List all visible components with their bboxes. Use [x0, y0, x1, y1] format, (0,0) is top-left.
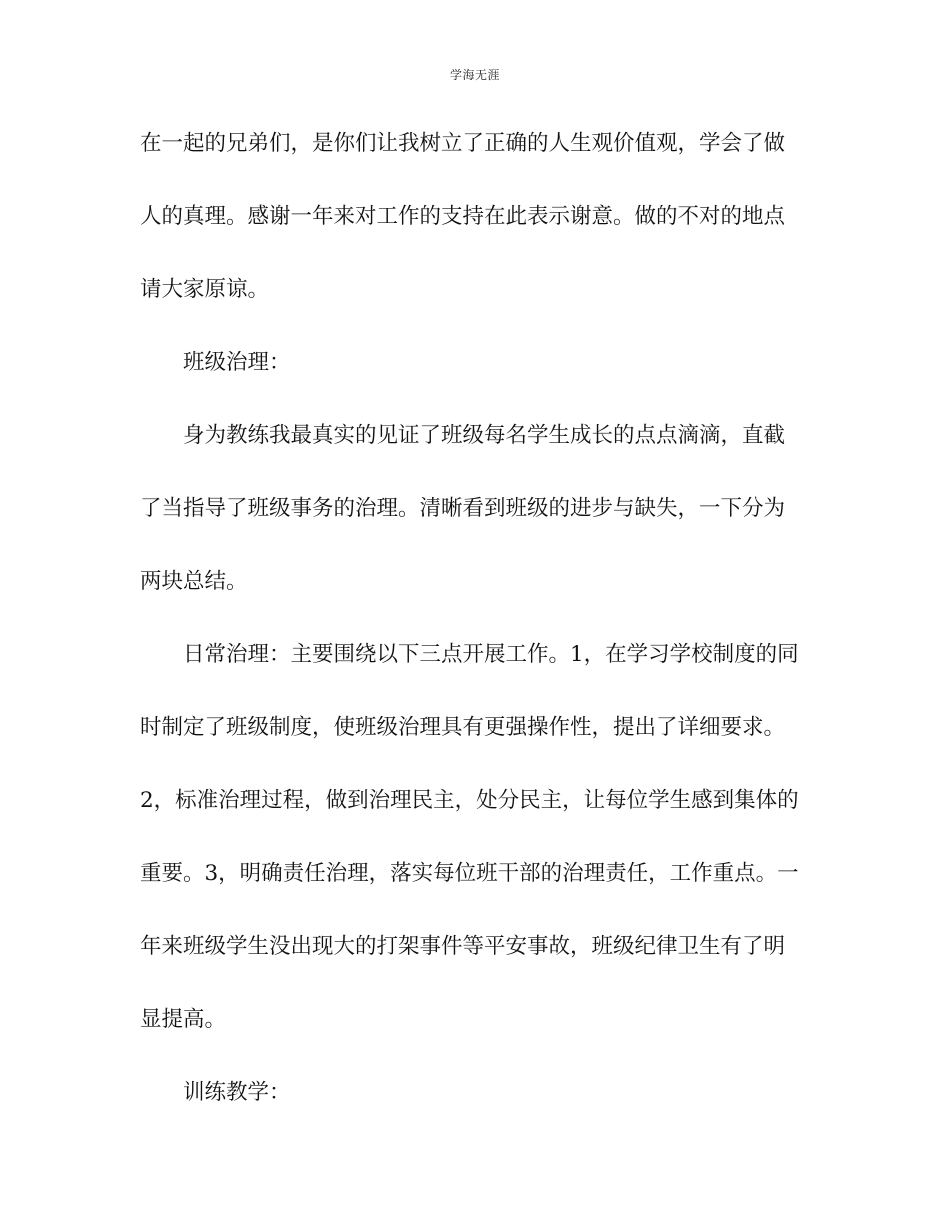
text-line: 日常治理：主要围绕以下三点开展工作。1，在学习学校制度的同	[183, 642, 799, 667]
text-line: 2，标准治理过程，做到治理民主，处分民主，让每位学生感到集体的	[140, 788, 799, 813]
text-line: 重要。3，明确责任治理，落实每位班干部的治理责任，工作重点。一	[140, 861, 799, 886]
text-line: 了当指导了班级事务的治理。清晰看到班级的进步与缺失，一下分为	[140, 496, 786, 521]
page-header: 学海无涯	[449, 68, 500, 82]
text-line: 两块总结。	[140, 569, 248, 594]
text-line: 年来班级学生没出现大的打架事件等平安事故，班级纪律卫生有了明	[140, 934, 786, 959]
text-line: 显提高。	[140, 1007, 227, 1032]
text-line: 身为教练我最真实的见证了班级每名学生成长的点点滴滴，直截	[183, 423, 786, 448]
text-line: 时制定了班级制度，使班级治理具有更强操作性，提出了详细要求。	[140, 715, 786, 740]
text-line: 人的真理。感谢一年来对工作的支持在此表示谢意。做的不对的地点	[140, 204, 786, 229]
section-heading: 班级治理：	[183, 350, 291, 375]
text-line: 在一起的兄弟们，是你们让我树立了正确的人生观价值观，学会了做	[140, 131, 786, 156]
text-line: 请大家原谅。	[140, 277, 270, 302]
document-body	[140, 122, 810, 1144]
section-heading: 训练教学：	[183, 1080, 291, 1105]
